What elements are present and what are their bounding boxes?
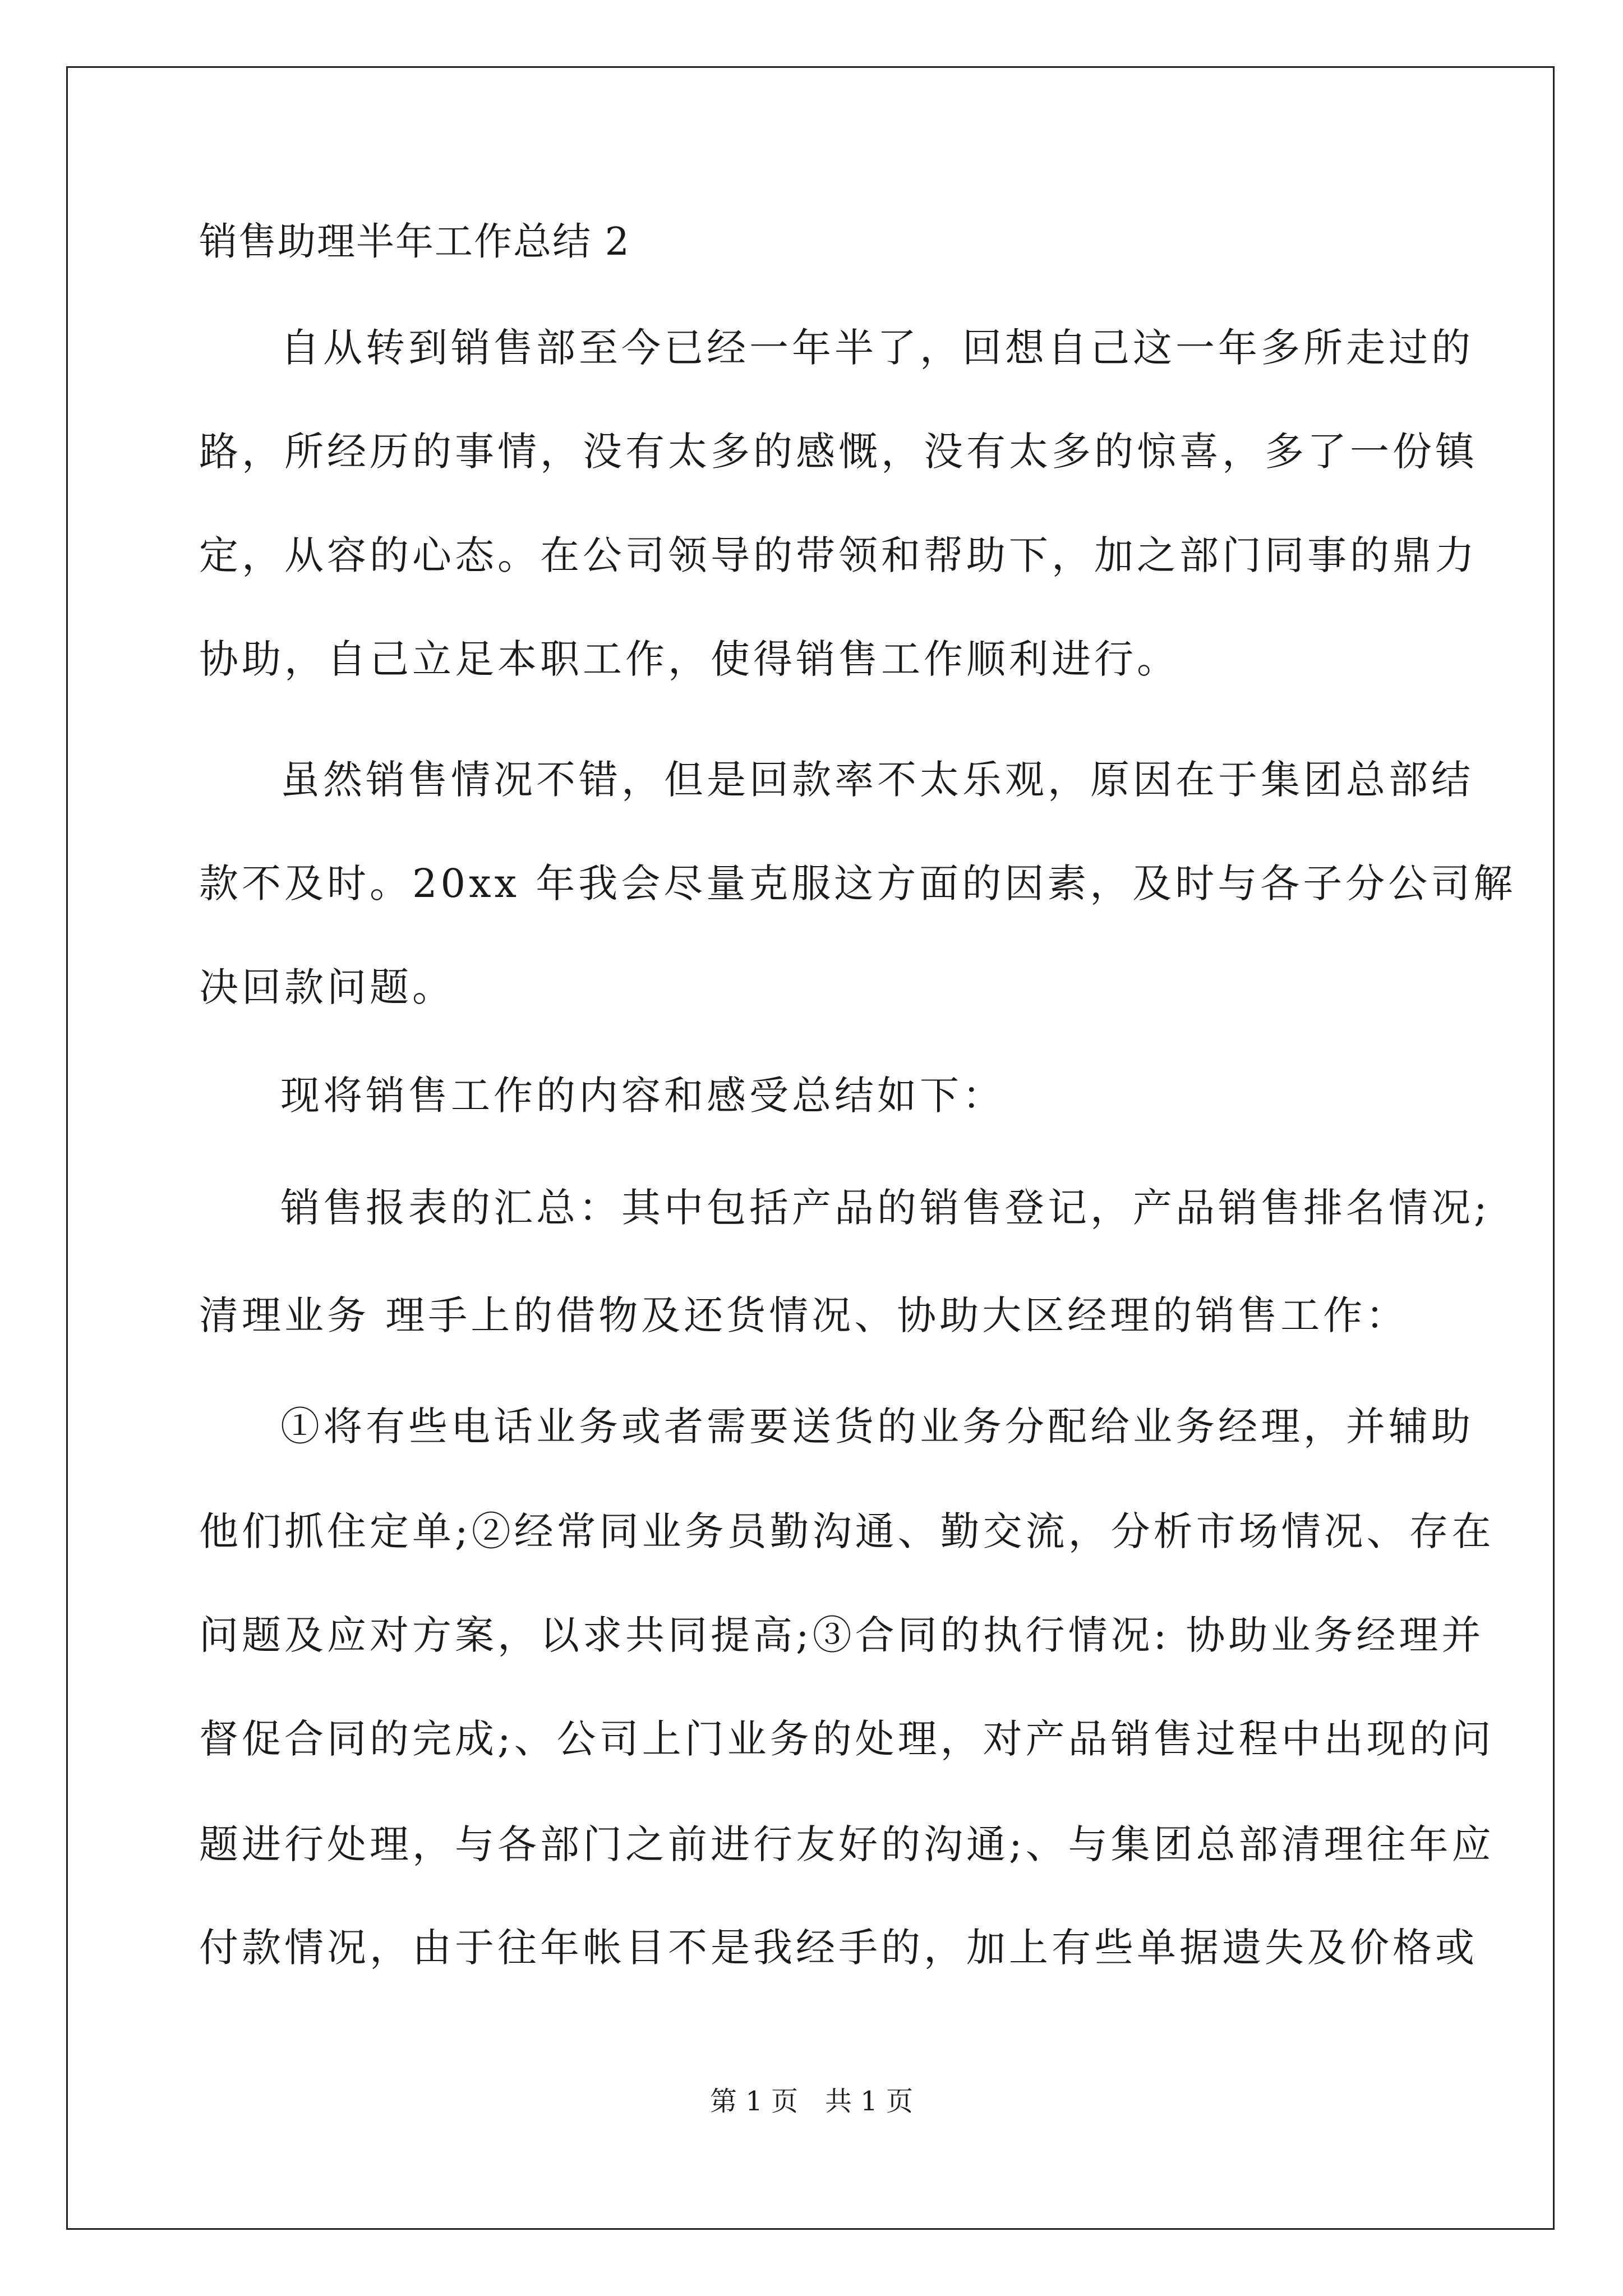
paragraph-line: 款不及时。20xx 年我会尽量克服这方面的因素，及时与各子分公司解 bbox=[199, 861, 1516, 907]
page-number-footer: 第 1 页 共 1 页 bbox=[709, 2086, 914, 2117]
paragraph-line: 路，所经历的事情，没有太多的感慨，没有太多的惊喜，多了一份镇 bbox=[199, 429, 1478, 475]
paragraph-line: 虽然销售情况不错，但是回款率不太乐观，原因在于集团总部结 bbox=[280, 757, 1474, 803]
paragraph-line: 题进行处理，与各部门之前进行友好的沟通;、与集团总部清理往年应 bbox=[199, 1821, 1495, 1867]
paragraph-line: 决回款问题。 bbox=[199, 964, 455, 1010]
paragraph-line: 问题及应对方案，以求共同提高;③合同的执行情况: 协助业务经理并 bbox=[199, 1612, 1484, 1658]
paragraph-line: 付款情况，由于往年帐目不是我经手的，加上有些单据遗失及价格或 bbox=[199, 1925, 1478, 1971]
paragraph-line: 现将销售工作的内容和感受总结如下： bbox=[280, 1073, 1005, 1119]
paragraph-line: 自从转到销售部至今已经一年半了，回想自己这一年多所走过的 bbox=[280, 325, 1474, 371]
document-title: 销售助理半年工作总结 2 bbox=[199, 220, 630, 264]
paragraph-line: 协助，自己立足本职工作，使得销售工作顺利进行。 bbox=[199, 636, 1179, 682]
paragraph-line: 销售报表的汇总：其中包括产品的销售登记，产品销售排名情况; bbox=[280, 1185, 1491, 1231]
paragraph-line: 他们抓住定单;②经常同业务员勤沟通、勤交流，分析市场情况、存在 bbox=[199, 1508, 1495, 1554]
page-border bbox=[66, 66, 1555, 2230]
paragraph-line: 定，从容的心态。在公司领导的带领和帮助下，加之部门同事的鼎力 bbox=[199, 532, 1478, 578]
paragraph-line: 清理业务 理手上的借物及还货情况、协助大区经理的销售工作： bbox=[199, 1292, 1409, 1338]
paragraph-line: 督促合同的完成;、公司上门业务的处理，对产品销售过程中出现的问 bbox=[199, 1716, 1495, 1762]
paragraph-line: ①将有些电话业务或者需要送货的业务分配给业务经理，并辅助 bbox=[280, 1404, 1474, 1450]
